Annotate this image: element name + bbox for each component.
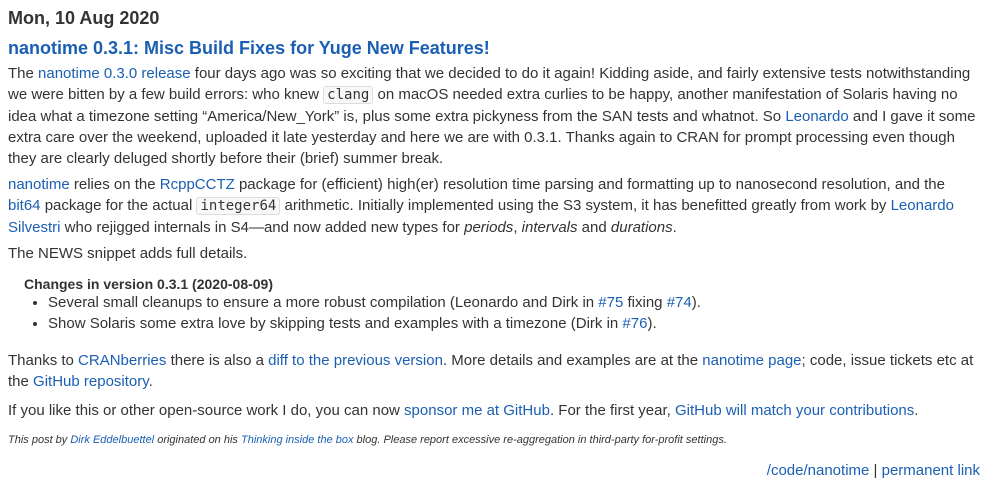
news-list <box>24 292 988 334</box>
paragraph-links <box>8 350 980 392</box>
leonardo-silvestri-link[interactable]: Leonardo Silvestri <box>8 197 954 236</box>
links-text-4: ; code, issue tickets etc at the <box>8 352 974 390</box>
blog-link[interactable]: Thinking inside the box <box>240 434 354 446</box>
issue-74-link[interactable]: #74 <box>666 294 692 311</box>
post-date: Mon, 10 Aug 2020 <box>8 8 160 28</box>
sponsor-text-1: If you like this or other open-source work I do, you can now <box>8 402 405 419</box>
paragraph-description <box>8 174 980 238</box>
author-link[interactable]: Dirk Eddelbuettel <box>70 434 155 446</box>
code-clang: clang <box>323 86 373 104</box>
em-durations: durations <box>610 219 673 236</box>
desc-text-5: who rejigged internals in S4—and now added new types for <box>60 219 465 236</box>
nanotime-page-link[interactable]: nanotime page <box>702 352 802 369</box>
em-intervals: intervals <box>521 219 578 236</box>
github-match-link[interactable]: GitHub will match your contributions <box>675 402 915 419</box>
desc-text-6: , <box>513 219 522 236</box>
news-item-1-text-1: Several small cleanups to ensure a more robust compilation (Leonardo and Dirk in <box>48 294 599 311</box>
post-title-link[interactable]: nanotime 0.3.1: Misc Build Fixes for Yuge New Features! <box>8 38 490 58</box>
footer-text-3: blog. Please report excessive re-aggregation in third-party for-profit settings. <box>353 434 727 446</box>
news-item-2-text-2: ). <box>647 315 657 332</box>
paragraph-news-intro: The NEWS snippet adds full details. <box>8 245 248 262</box>
links-text-1: Thanks to <box>8 352 79 369</box>
bit64-link[interactable]: bit64 <box>8 197 41 214</box>
issue-75-link[interactable]: #75 <box>598 294 624 311</box>
intro-text-1: four days ago was so exciting that we decided to do it again! Kidding aside, and fairly extensive tests notwithstanding we were bitten by a few build errors: who knew <box>8 65 971 103</box>
category-link[interactable]: /code/nanotime <box>766 462 870 479</box>
links-text-5: . <box>148 373 153 390</box>
permalinks <box>767 460 980 481</box>
news-heading: Changes in version 0.3.1 (2020-08-09) <box>24 276 273 292</box>
em-periods: periods <box>464 219 514 236</box>
footer-text-1: This post by <box>8 434 71 446</box>
news-item-2-text-1: Show Solaris some extra love by skipping tests and examples with a timezone (Dirk in <box>48 315 623 332</box>
code-integer64: integer64 <box>196 197 280 215</box>
permanent-link[interactable]: permanent link <box>881 462 980 479</box>
paragraph-intro <box>8 63 980 169</box>
diff-link[interactable]: diff to the previous version <box>268 352 443 369</box>
sponsor-link[interactable]: sponsor me at GitHub <box>404 402 550 419</box>
issue-76-link[interactable]: #76 <box>622 315 648 332</box>
rcppcctz-link[interactable]: RcppCCTZ <box>159 176 235 193</box>
news-item <box>48 292 988 313</box>
nanotime-link[interactable]: nanotime <box>8 176 70 193</box>
paragraph-sponsor <box>8 400 980 421</box>
intro-text-3: and I gave it some extra care over the weekend, uploaded it late yesterday and here we are with 0.3.1. Thanks again to CRAN for prompt processing even though they are clearly deluged shortly before their (brief) summer break. <box>8 108 976 167</box>
links-text-2: there is also a <box>166 352 269 369</box>
footer-text-2: originated on his <box>154 434 241 446</box>
desc-text-2: package for (efficient) high(er) resolution time parsing and formatting up to nanosecond resolution, and the <box>234 176 945 193</box>
desc-text-8: . <box>672 219 677 236</box>
news-item-1-text-2: fixing <box>623 294 667 311</box>
intro-text-prefix: The <box>8 65 39 82</box>
news-item-1-text-3: ). <box>691 294 701 311</box>
desc-text-3: package for the actual <box>40 197 197 214</box>
intro-text-2: on macOS needed extra curlies to be happy, another manifestation of Solaris having no idea what a timezone setting “America/New_York” is, plus some extra pickyness from the SAN tests and whatnot. So <box>8 86 958 125</box>
sponsor-text-3: . <box>914 402 919 419</box>
desc-text-4: arithmetic. Initially implemented using the S3 system, it has benefitted greatly from work by <box>280 197 891 214</box>
sponsor-text-2: . For the first year, <box>549 402 675 419</box>
news-item <box>48 313 988 334</box>
post-footer-note <box>8 432 727 448</box>
desc-text-1: relies on the <box>69 176 160 193</box>
permalink-separator: | <box>869 462 882 479</box>
post-title <box>8 37 490 59</box>
links-text-3: . More details and examples are at the <box>442 352 703 369</box>
cranberries-link[interactable]: CRANberries <box>78 352 167 369</box>
github-repository-link[interactable]: GitHub repository <box>33 373 149 390</box>
nanotime-030-release-link[interactable]: nanotime 0.3.0 release <box>38 65 191 82</box>
leonardo-link[interactable]: Leonardo <box>785 108 849 125</box>
desc-text-7: and <box>577 219 611 236</box>
